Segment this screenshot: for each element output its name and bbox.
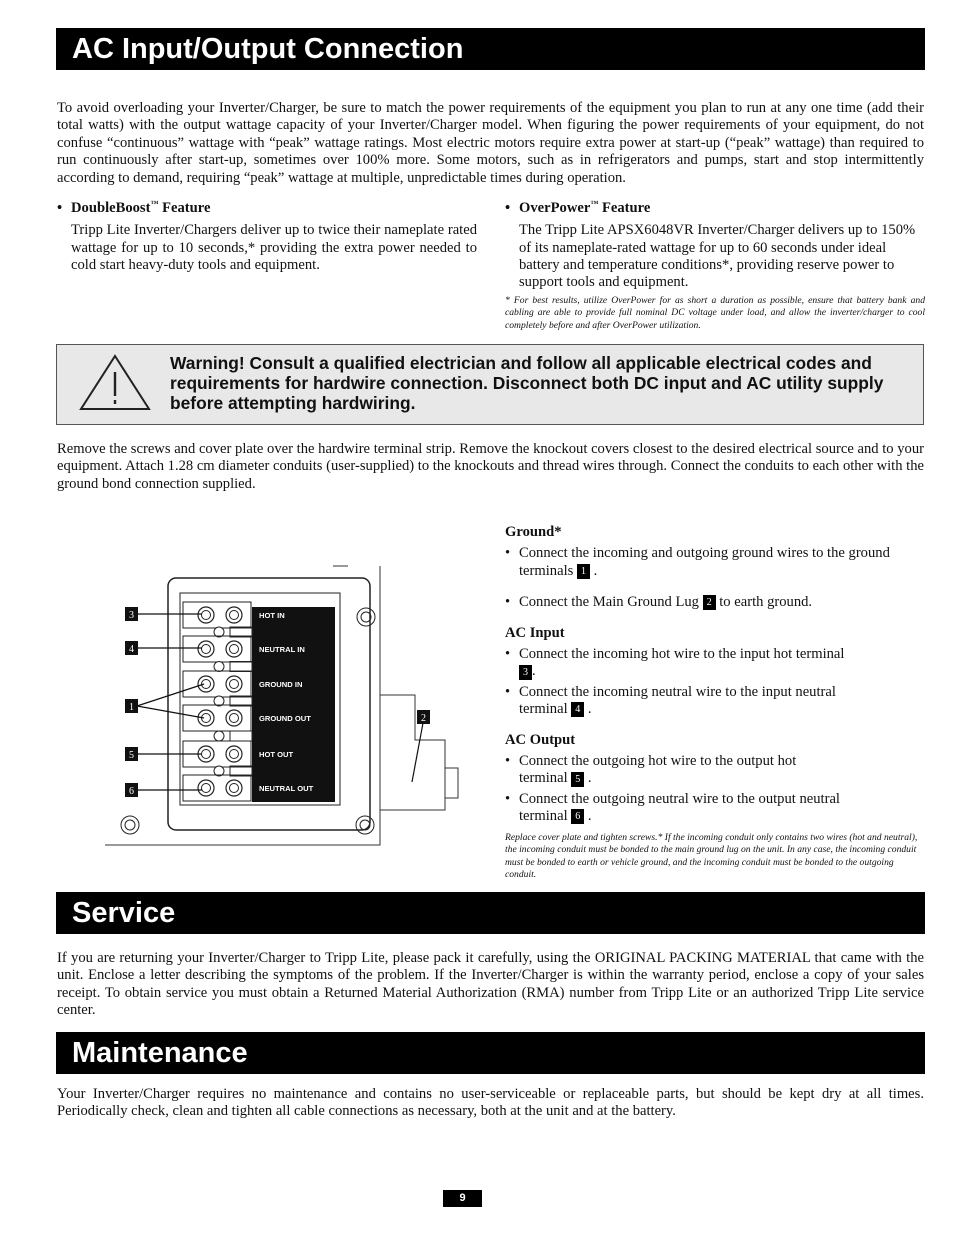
warning-triangle-icon bbox=[79, 354, 151, 412]
ac-input-heading: AC Input bbox=[505, 624, 565, 641]
ground-item-1: • Connect the incoming and outgoing ground wires to the ground terminals 1 . bbox=[505, 545, 925, 580]
callout-2 bbox=[417, 710, 430, 724]
page-number: 9 bbox=[443, 1190, 482, 1207]
terminal-label: HOT OUT bbox=[259, 750, 294, 759]
callout-number: 1 bbox=[577, 564, 590, 579]
section-title-service: Service bbox=[56, 892, 925, 934]
overpower-block bbox=[505, 195, 925, 332]
cover-plate-note: Replace cover plate and tighten screws.* If the incoming conduit only contains two wires (hot and neutral), the incoming conduit must be bonded to the main ground lug on the unit. In any case, the incoming conduit must be bonded to earth or vehicle ground, and the incoming conduit must be bonded to the outgoing conduit. bbox=[505, 831, 918, 880]
svg-text:2: 2 bbox=[421, 713, 426, 724]
callout-number: 3 bbox=[519, 665, 532, 680]
section-title-maintenance: Maintenance bbox=[56, 1032, 925, 1074]
callout-number: 4 bbox=[571, 702, 584, 717]
ac-input-item-1: • Connect the incoming hot wire to the input hot terminal 3 . bbox=[505, 646, 925, 681]
remove-cover-paragraph: Remove the screws and cover plate over the hardwire terminal strip. Remove the knockout covers closest to the desired electrical source and to your equipment. Attach 1.28 cm diameter conduits (user-supplied) to the knockouts and thread wires through. Connect the conduits to each other with the ground bond connection supplied. bbox=[57, 441, 925, 492]
callout-number: 5 bbox=[571, 772, 584, 787]
terminal-label: GROUND OUT bbox=[259, 714, 311, 723]
warning-box bbox=[56, 344, 924, 425]
svg-text:3: 3 bbox=[129, 610, 134, 621]
ac-input-item-2: • Connect the incoming neutral wire to the input neutral terminal 4 . bbox=[505, 684, 925, 719]
callout-4 bbox=[125, 641, 138, 655]
svg-text:1: 1 bbox=[129, 702, 134, 713]
callout-number: 2 bbox=[703, 595, 716, 610]
svg-text:5: 5 bbox=[129, 750, 134, 761]
doubleboost-text: Tripp Lite Inverter/Chargers deliver up to twice their nameplate rated wattage for up to 10 seconds,* providing the extra power needed to cold start heavy-duty tools and equipment. bbox=[71, 222, 477, 274]
terminal-label: GROUND IN bbox=[259, 680, 303, 689]
callout-6 bbox=[125, 783, 138, 797]
callout-1 bbox=[125, 699, 138, 713]
ac-output-item-2: • Connect the outgoing neutral wire to the output neutral terminal 6 . bbox=[505, 791, 925, 826]
ground-heading: Ground* bbox=[505, 524, 562, 540]
section-title-ac: AC Input/Output Connection bbox=[56, 28, 925, 70]
instructions-column bbox=[505, 524, 925, 891]
maintenance-paragraph: Your Inverter/Charger requires no maintenance and contains no user-serviceable or replaceable parts, but should be kept dry at all times. Periodically check, clean and tighten all cable connections as necessary, both at the unit and at the battery. bbox=[57, 1086, 924, 1120]
terminal-wiring-diagram bbox=[100, 560, 470, 850]
callout-number: 6 bbox=[571, 809, 584, 824]
terminal-label: NEUTRAL OUT bbox=[259, 784, 314, 793]
terminal-label: NEUTRAL IN bbox=[259, 645, 305, 654]
overpower-footnote: * For best results, utilize OverPower for as short a duration as possible, ensure that battery bank and cabling are able to provide full nominal DC voltage under load, and allow the inverter/charger to cool completely before and after OverPower utilization. bbox=[505, 294, 925, 331]
service-paragraph: If you are returning your Inverter/Charger to Tripp Lite, please pack it carefully, using the ORIGINAL PACKING MATERIAL that came with the unit. Enclose a letter describing the symptoms of the problem. If the Inverter/Charger is within the warranty period, enclose a copy of your sales receipt. To obtain service you must obtain a Returned Material Authorization (RMA) number from Tripp Lite or an authorized Tripp Lite service center. bbox=[57, 950, 924, 1019]
doubleboost-block bbox=[57, 195, 477, 274]
overpower-heading: • OverPower™ Feature bbox=[505, 199, 651, 216]
svg-text:4: 4 bbox=[129, 644, 134, 655]
overpower-text: The Tripp Lite APSX6048VR Inverter/Charger delivers up to 150% of its nameplate-rated wattage for up to 60 seconds under ideal battery and temperature conditions*, providing reserve power to support tools and equipment. bbox=[519, 222, 916, 291]
terminal-label: HOT IN bbox=[259, 611, 285, 620]
ac-output-item-1: • Connect the outgoing hot wire to the output hot terminal 5 . bbox=[505, 753, 925, 788]
ac-output-heading: AC Output bbox=[505, 731, 576, 748]
doubleboost-heading: • DoubleBoost™ Feature bbox=[57, 199, 211, 216]
callout-3 bbox=[125, 607, 138, 621]
callout-5 bbox=[125, 747, 138, 761]
svg-text:6: 6 bbox=[129, 786, 134, 797]
intro-paragraph: To avoid overloading your Inverter/Charger, be sure to match the power requirements of the equipment you plan to run at any one time (add their total watts) with the output wattage capacity of your Inverter/Charger model. When figuring the power requirements of your equipment, do not confuse “continuous” wattage with “peak” wattage ratings. Most electric motors require extra power at start-up (“peak” wattage) than required to run continuously after start-up, sometimes over 100% more. Some motors, such as in refrigerators and pumps, start and stop intermittently according to demand, requiring “peak” wattage at multiple, unpredictable times during operation. bbox=[57, 100, 924, 186]
warning-text: Warning! Consult a qualified electrician and follow all applicable electrical codes and requirements for hardwire connection. Disconnect both DC input and AC utility supply before attempting hardwiring. bbox=[170, 353, 884, 413]
ground-item-2: • Connect the Main Ground Lug 2 to earth ground. bbox=[505, 594, 925, 611]
